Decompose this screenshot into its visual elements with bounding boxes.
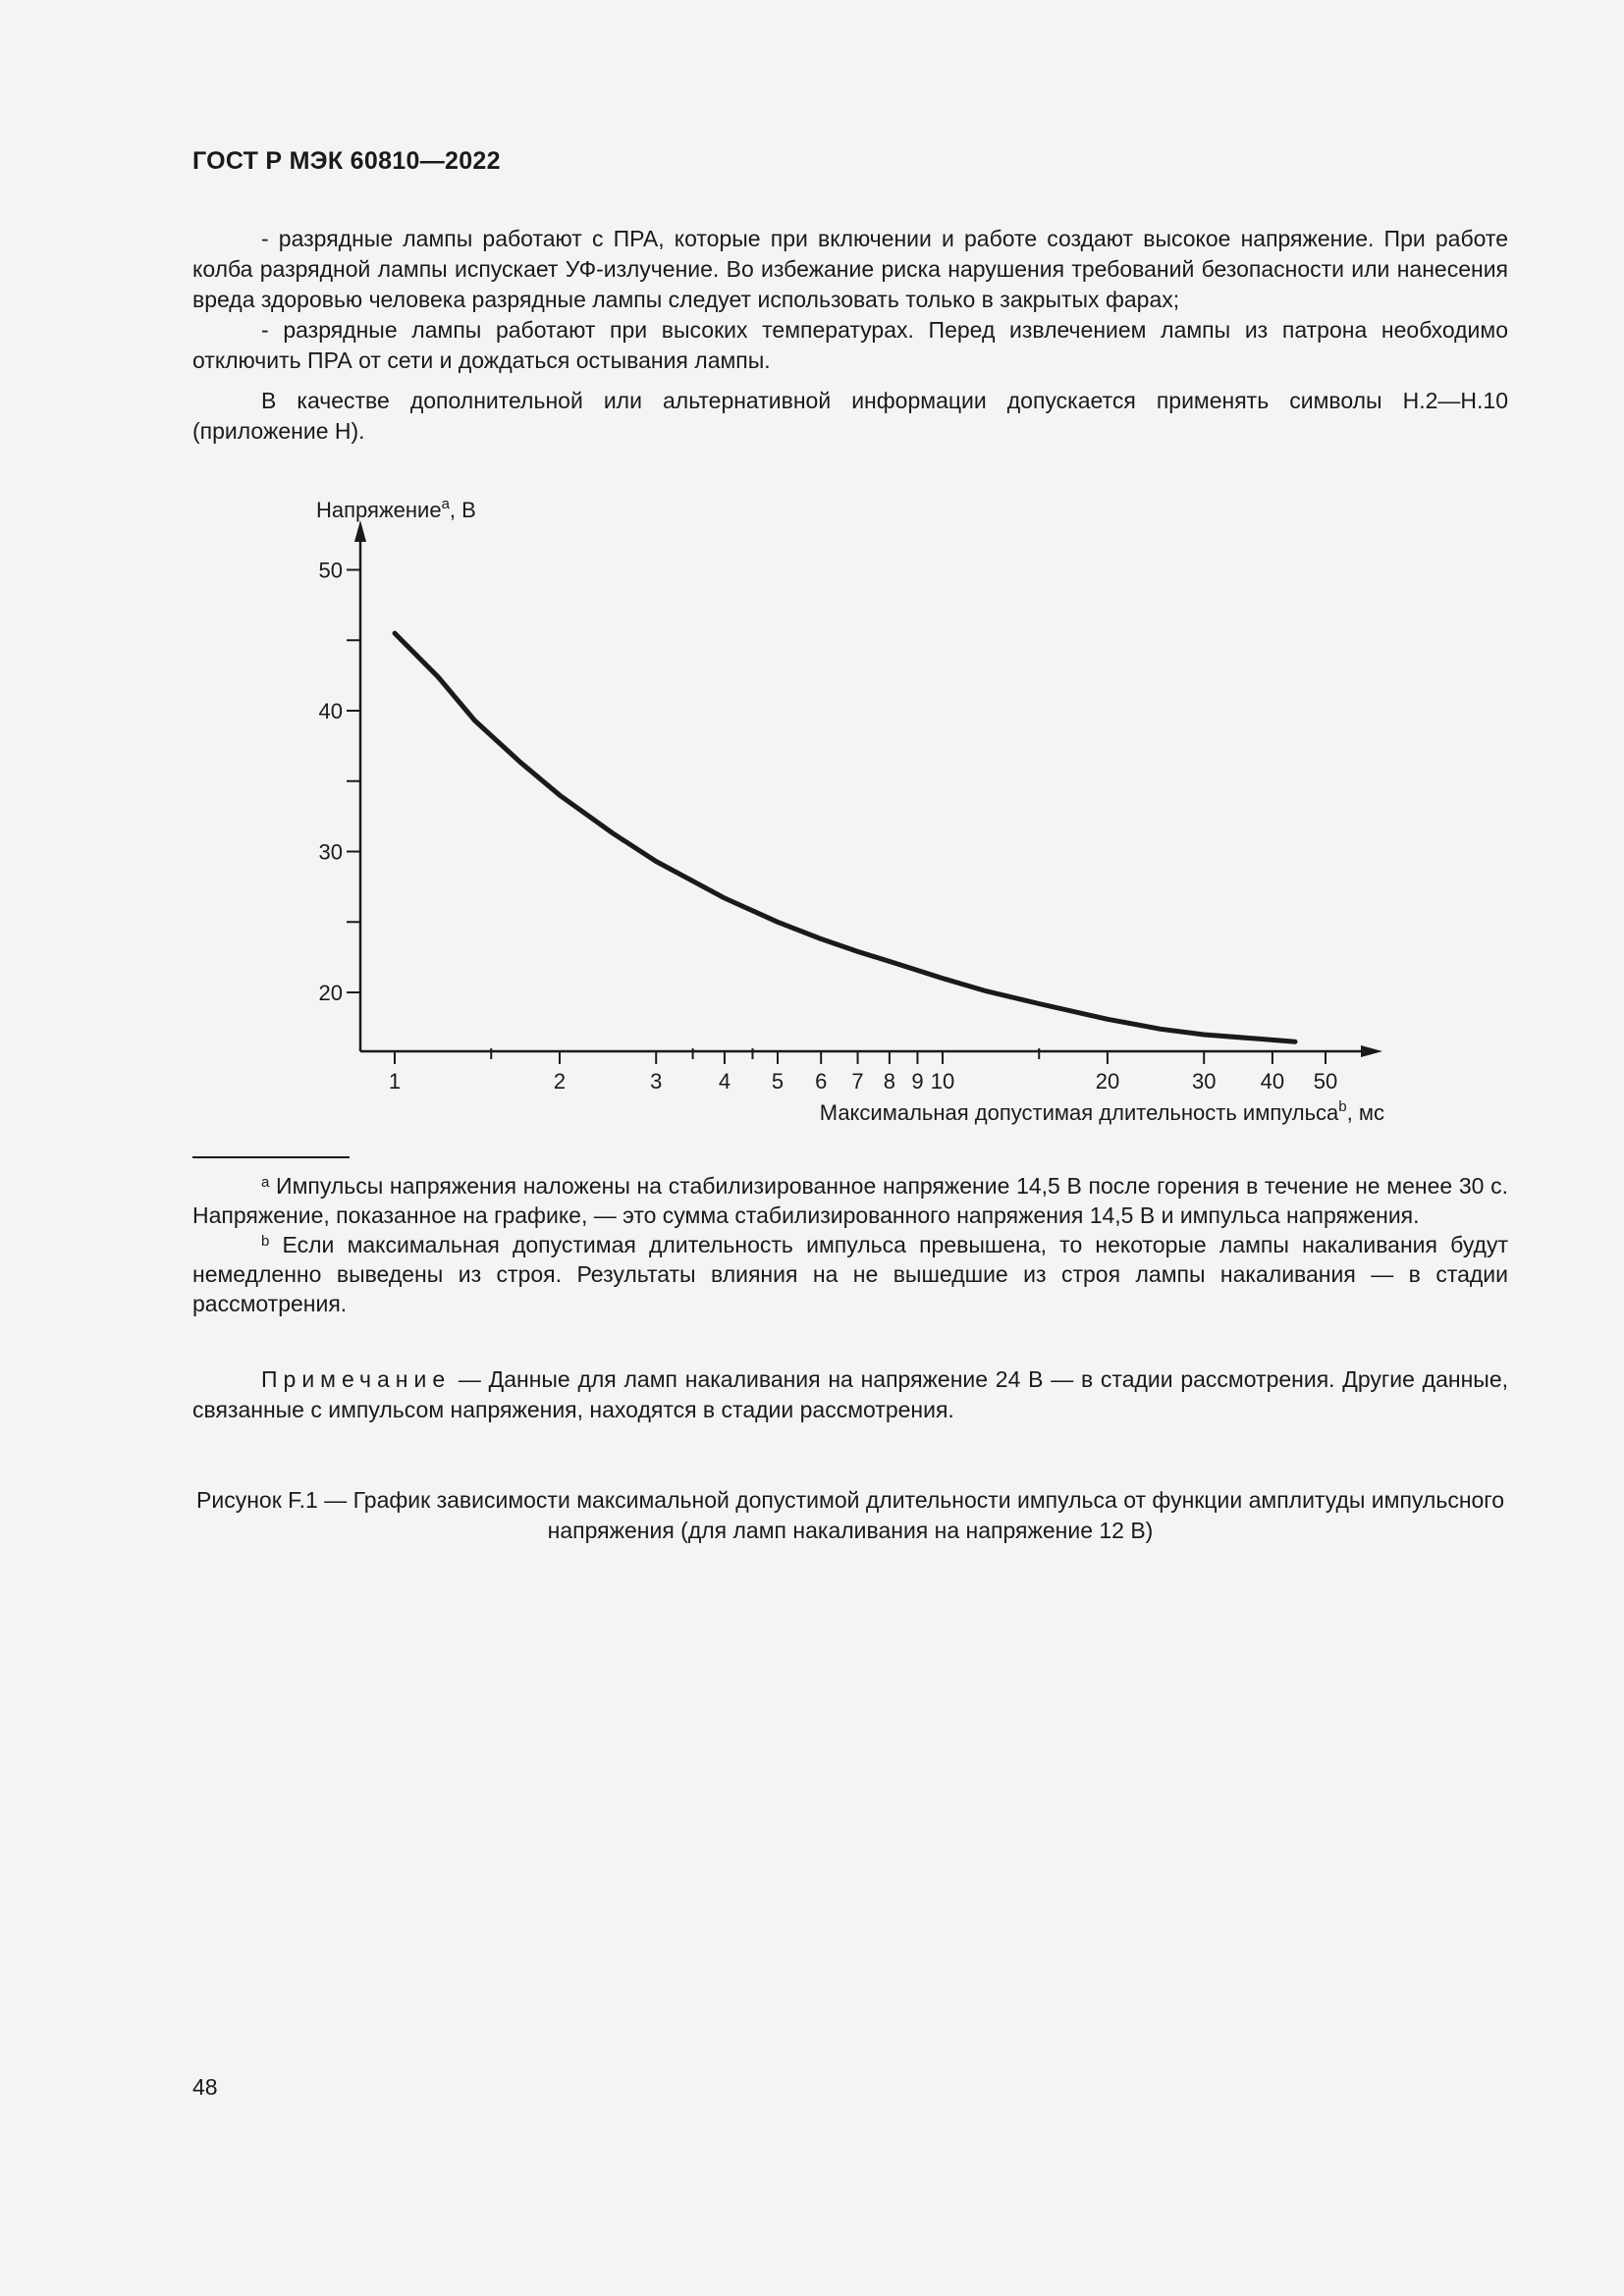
chart-axes [354, 520, 1382, 1057]
series-line-0 [395, 633, 1295, 1041]
x-axis-title-unit: , мс [1346, 1100, 1384, 1125]
x-tick-label: 7 [851, 1069, 864, 1094]
x-tick-label: 1 [388, 1069, 402, 1094]
footnotes [192, 1171, 1508, 1318]
x-tick-label: 5 [771, 1069, 785, 1094]
x-tick-label: 40 [1260, 1069, 1285, 1094]
y-tick-label: 50 [318, 558, 343, 583]
y-axis-title-unit: , В [449, 498, 476, 522]
footnote-separator [192, 1156, 350, 1158]
paragraph-discharge-temperature: - разрядные лампы работают при высоких температурах. Перед извлечением лампы из патрона необходимо отключить ПРА от сети и дождаться остывания лампы. [192, 317, 1508, 373]
footnote-a [192, 1171, 1508, 1230]
paragraph-symbols: В качестве дополнительной или альтернативной информации допускается применять символы H.2—H.10 (приложение H). [192, 388, 1508, 444]
chart-ticks [347, 570, 1326, 1065]
x-tick-label: 3 [650, 1069, 663, 1094]
footnote-a-text: Импульсы напряжения наложены на стабилизированное напряжение 14,5 В после горения в течение не менее 30 с. Напряжение, показанное на графике, — это сумма стабилизированного напряжения 14,5 В и импульса напряжения. [192, 1173, 1508, 1228]
x-tick-label: 50 [1313, 1069, 1338, 1094]
x-tick-label: 6 [815, 1069, 828, 1094]
note-label: Примечание [261, 1366, 452, 1392]
x-tick-label: 10 [930, 1069, 955, 1094]
document-code-header: ГОСТ Р МЭК 60810—2022 [192, 147, 501, 175]
note-paragraph [192, 1364, 1508, 1425]
figure-caption: Рисунок F.1 — График зависимости максимальной допустимой длительности импульса от функции амплитуды импульсного напряжения (для ламп накаливания на напряжение 12 В) [196, 1487, 1504, 1543]
y-axis-title-sup: a [441, 496, 450, 512]
y-axis-arrow [354, 520, 366, 542]
note-text: — Данные для ламп накаливания на напряжение 24 В — в стадии рассмотрения. Другие данные, связанные с импульсом напряжения, находятся в стадии рассмотрения. [192, 1366, 1508, 1422]
paragraph-discharge-voltage: - разрядные лампы работают с ПРА, которые при включении и работе создают высокое напряжение. При работе колба разрядной лампы испускает УФ-излучение. Во избежание риска нарушения требований безопасности или нанесения вреда здоровью человека разрядные лампы следует использовать только в закрытых фарах; [192, 226, 1508, 312]
chart-labels [316, 496, 1384, 1125]
footnote-b-text: Если максимальная допустимая длительность импульса превышена, то некоторые лампы накаливания будут немедленно выведены из строя. Результаты влияния на не вышедшие из строя лампы накаливания — в стадии рассмотрения. [192, 1232, 1509, 1316]
y-tick-label: 30 [318, 839, 343, 865]
x-tick-label: 30 [1191, 1069, 1217, 1094]
footnote-b [192, 1230, 1508, 1318]
y-tick-label: 40 [318, 699, 343, 723]
x-axis-title: Максимальная допустимая длительность импульса$^b$, мс [819, 1098, 1384, 1125]
x-tick-label: 2 [553, 1069, 567, 1094]
chart-series [395, 633, 1295, 1041]
y-tick-label: 20 [318, 981, 343, 1005]
x-axis-title-sup: b [1338, 1098, 1347, 1115]
y-axis-title: Напряжение$^a$, В [316, 496, 476, 522]
footnote-b-mark: b [261, 1233, 270, 1250]
footnote-a-mark: a [261, 1174, 270, 1191]
x-tick-label: 20 [1095, 1069, 1120, 1094]
x-axis-arrow [1361, 1045, 1382, 1057]
x-tick-label: 8 [883, 1069, 896, 1094]
x-tick-label: 9 [911, 1069, 924, 1094]
note [192, 1364, 1508, 1425]
x-tick-label: 4 [718, 1069, 731, 1094]
page-number: 48 [192, 2074, 218, 2100]
